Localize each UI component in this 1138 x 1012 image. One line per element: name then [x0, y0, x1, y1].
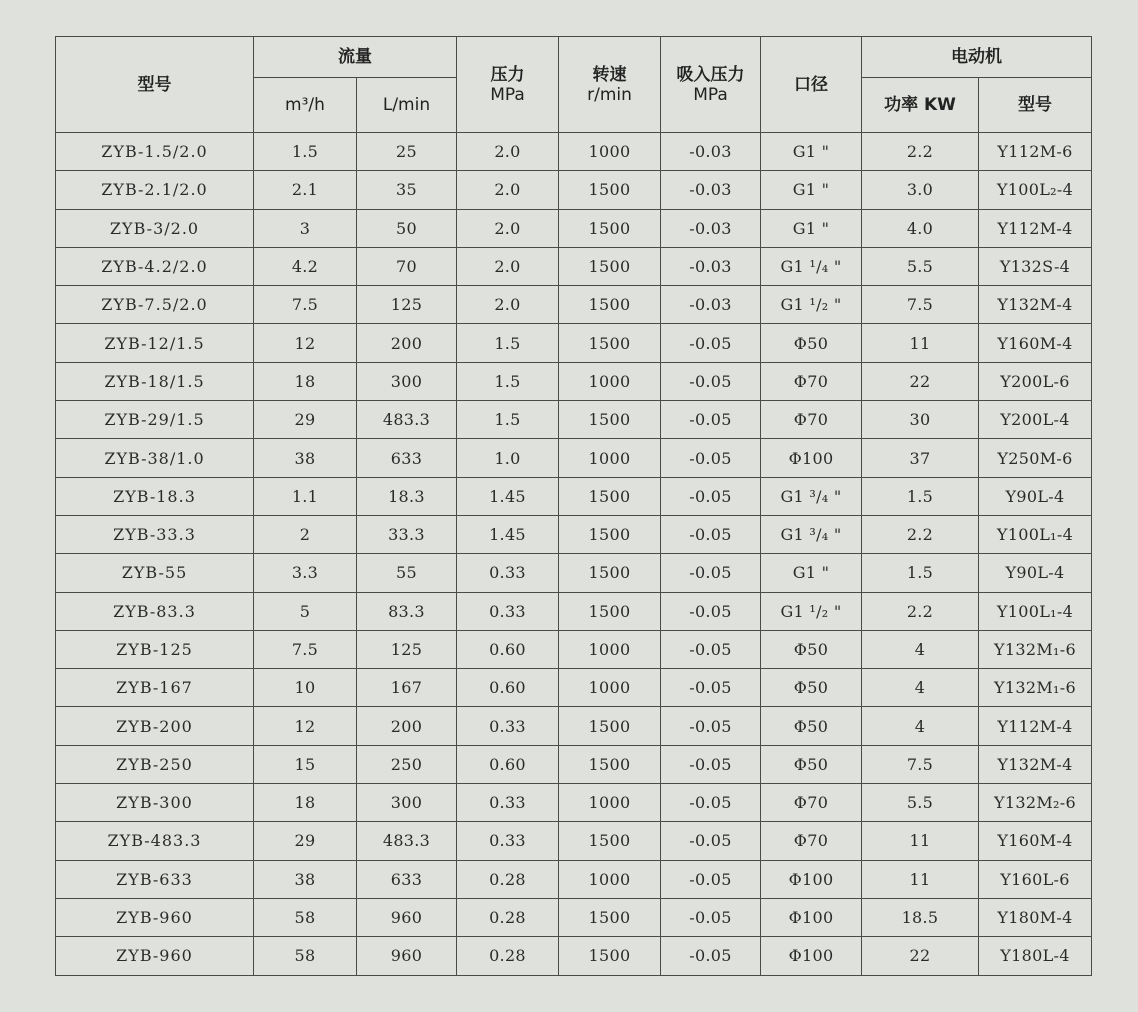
cell-pressure: 0.60 — [457, 669, 559, 707]
cell-flow-lmin: 633 — [357, 860, 457, 898]
header-pressure-label: 压力 — [490, 64, 525, 85]
cell-flow-m3h: 18 — [254, 362, 357, 400]
cell-model: ZYB-200 — [56, 707, 254, 745]
cell-diameter: Φ50 — [761, 745, 862, 783]
cell-speed: 1500 — [559, 707, 661, 745]
cell-power: 18.5 — [862, 898, 979, 936]
cell-diameter: G1 ¹/₄ " — [761, 247, 862, 285]
cell-flow-m3h: 7.5 — [254, 286, 357, 324]
cell-flow-m3h: 12 — [254, 707, 357, 745]
cell-model: ZYB-38/1.0 — [56, 439, 254, 477]
cell-speed: 1000 — [559, 439, 661, 477]
table-row — [56, 362, 1092, 400]
cell-model: ZYB-83.3 — [56, 592, 254, 630]
cell-suction: -0.05 — [661, 745, 761, 783]
cell-power: 37 — [862, 439, 979, 477]
cell-speed: 1500 — [559, 554, 661, 592]
cell-pressure: 1.5 — [457, 324, 559, 362]
cell-pressure: 0.33 — [457, 784, 559, 822]
cell-diameter: G1 ³/₄ " — [761, 477, 862, 515]
cell-motor-model: Y132S-4 — [979, 247, 1092, 285]
table-row — [56, 898, 1092, 936]
header-pressure-unit: MPa — [490, 84, 525, 105]
cell-speed: 1000 — [559, 860, 661, 898]
cell-pressure: 1.0 — [457, 439, 559, 477]
table-row — [56, 822, 1092, 860]
cell-suction: -0.05 — [661, 860, 761, 898]
cell-speed: 1500 — [559, 324, 661, 362]
table-row — [56, 477, 1092, 515]
cell-power: 3.0 — [862, 171, 979, 209]
cell-motor-model: Y132M-4 — [979, 745, 1092, 783]
cell-model: ZYB-960 — [56, 937, 254, 975]
cell-flow-m3h: 5 — [254, 592, 357, 630]
cell-model: ZYB-125 — [56, 630, 254, 668]
cell-suction: -0.03 — [661, 247, 761, 285]
cell-model: ZYB-18.3 — [56, 477, 254, 515]
cell-flow-lmin: 33.3 — [357, 515, 457, 553]
cell-diameter: G1 ³/₄ " — [761, 515, 862, 553]
cell-suction: -0.05 — [661, 937, 761, 975]
cell-pressure: 2.0 — [457, 209, 559, 247]
cell-pressure: 1.45 — [457, 515, 559, 553]
cell-power: 1.5 — [862, 477, 979, 515]
cell-diameter: Φ100 — [761, 937, 862, 975]
cell-model: ZYB-55 — [56, 554, 254, 592]
header-suction — [661, 37, 761, 133]
cell-power: 2.2 — [862, 592, 979, 630]
cell-power: 7.5 — [862, 286, 979, 324]
cell-motor-model: Y90L-4 — [979, 477, 1092, 515]
cell-suction: -0.05 — [661, 707, 761, 745]
cell-diameter: Φ70 — [761, 822, 862, 860]
table-row — [56, 669, 1092, 707]
header-power: 功率 KW — [862, 78, 979, 133]
cell-flow-m3h: 1.5 — [254, 133, 357, 171]
table-row — [56, 784, 1092, 822]
cell-flow-lmin: 300 — [357, 362, 457, 400]
cell-flow-lmin: 300 — [357, 784, 457, 822]
cell-diameter: Φ50 — [761, 324, 862, 362]
header-motor-model: 型号 — [979, 78, 1092, 133]
cell-diameter: Φ100 — [761, 439, 862, 477]
cell-diameter: Φ100 — [761, 860, 862, 898]
cell-motor-model: Y100L₁-4 — [979, 515, 1092, 553]
cell-model: ZYB-7.5/2.0 — [56, 286, 254, 324]
cell-flow-lmin: 55 — [357, 554, 457, 592]
cell-model: ZYB-33.3 — [56, 515, 254, 553]
cell-model: ZYB-3/2.0 — [56, 209, 254, 247]
cell-flow-lmin: 250 — [357, 745, 457, 783]
cell-model: ZYB-250 — [56, 745, 254, 783]
cell-motor-model: Y160L-6 — [979, 860, 1092, 898]
table-row — [56, 209, 1092, 247]
cell-power: 1.5 — [862, 554, 979, 592]
cell-model: ZYB-633 — [56, 860, 254, 898]
header-speed — [559, 37, 661, 133]
cell-motor-model: Y132M₁-6 — [979, 630, 1092, 668]
cell-flow-m3h: 58 — [254, 898, 357, 936]
cell-power: 11 — [862, 822, 979, 860]
table-row — [56, 630, 1092, 668]
header-diameter: 口径 — [761, 37, 862, 133]
cell-power: 4 — [862, 669, 979, 707]
cell-suction: -0.05 — [661, 784, 761, 822]
cell-diameter: Φ50 — [761, 669, 862, 707]
cell-speed: 1500 — [559, 937, 661, 975]
cell-suction: -0.05 — [661, 592, 761, 630]
cell-diameter: G1 ¹/₂ " — [761, 286, 862, 324]
cell-motor-model: Y132M₁-6 — [979, 669, 1092, 707]
table-body — [56, 133, 1092, 976]
cell-pressure: 1.45 — [457, 477, 559, 515]
cell-power: 2.2 — [862, 515, 979, 553]
cell-suction: -0.05 — [661, 362, 761, 400]
cell-speed: 1000 — [559, 669, 661, 707]
table-row — [56, 554, 1092, 592]
header-flow: 流量 — [254, 37, 457, 78]
cell-suction: -0.05 — [661, 324, 761, 362]
cell-pressure: 2.0 — [457, 171, 559, 209]
cell-pressure: 0.33 — [457, 554, 559, 592]
cell-power: 22 — [862, 362, 979, 400]
cell-flow-m3h: 29 — [254, 401, 357, 439]
table-row — [56, 324, 1092, 362]
cell-motor-model: Y100L₂-4 — [979, 171, 1092, 209]
cell-diameter: Φ70 — [761, 362, 862, 400]
table-row — [56, 133, 1092, 171]
cell-flow-m3h: 7.5 — [254, 630, 357, 668]
header-model: 型号 — [56, 37, 254, 133]
cell-pressure: 2.0 — [457, 286, 559, 324]
cell-motor-model: Y160M-4 — [979, 822, 1092, 860]
cell-suction: -0.03 — [661, 133, 761, 171]
cell-diameter: Φ50 — [761, 630, 862, 668]
cell-flow-m3h: 3 — [254, 209, 357, 247]
cell-speed: 1500 — [559, 592, 661, 630]
header-flow-lmin: L/min — [357, 78, 457, 133]
cell-model: ZYB-2.1/2.0 — [56, 171, 254, 209]
cell-speed: 1500 — [559, 477, 661, 515]
cell-suction: -0.03 — [661, 171, 761, 209]
cell-flow-lmin: 125 — [357, 286, 457, 324]
header-suction-label: 吸入压力 — [676, 64, 745, 85]
cell-flow-m3h: 15 — [254, 745, 357, 783]
cell-speed: 1500 — [559, 745, 661, 783]
cell-suction: -0.05 — [661, 439, 761, 477]
cell-diameter: Φ100 — [761, 898, 862, 936]
table-row — [56, 860, 1092, 898]
cell-motor-model: Y180L-4 — [979, 937, 1092, 975]
cell-flow-m3h: 4.2 — [254, 247, 357, 285]
cell-pressure: 1.5 — [457, 362, 559, 400]
cell-pressure: 0.28 — [457, 898, 559, 936]
table-row — [56, 592, 1092, 630]
cell-suction: -0.03 — [661, 209, 761, 247]
cell-flow-lmin: 200 — [357, 707, 457, 745]
cell-flow-m3h: 38 — [254, 439, 357, 477]
table-row — [56, 707, 1092, 745]
cell-flow-m3h: 2.1 — [254, 171, 357, 209]
cell-flow-lmin: 483.3 — [357, 822, 457, 860]
cell-flow-m3h: 3.3 — [254, 554, 357, 592]
cell-flow-lmin: 50 — [357, 209, 457, 247]
cell-speed: 1500 — [559, 209, 661, 247]
cell-diameter: G1 " — [761, 171, 862, 209]
table-row — [56, 745, 1092, 783]
cell-flow-lmin: 125 — [357, 630, 457, 668]
cell-power: 5.5 — [862, 784, 979, 822]
cell-flow-lmin: 200 — [357, 324, 457, 362]
pump-spec-table — [55, 36, 1092, 976]
cell-diameter: Φ70 — [761, 784, 862, 822]
cell-flow-lmin: 960 — [357, 937, 457, 975]
cell-power: 30 — [862, 401, 979, 439]
cell-power: 4.0 — [862, 209, 979, 247]
cell-diameter: Φ50 — [761, 707, 862, 745]
cell-motor-model: Y112M-6 — [979, 133, 1092, 171]
cell-diameter: G1 " — [761, 554, 862, 592]
cell-flow-lmin: 25 — [357, 133, 457, 171]
cell-speed: 1500 — [559, 822, 661, 860]
cell-speed: 1500 — [559, 401, 661, 439]
cell-power: 22 — [862, 937, 979, 975]
cell-diameter: G1 " — [761, 133, 862, 171]
cell-motor-model: Y132M₂-6 — [979, 784, 1092, 822]
cell-power: 2.2 — [862, 133, 979, 171]
cell-model: ZYB-300 — [56, 784, 254, 822]
cell-flow-lmin: 483.3 — [357, 401, 457, 439]
cell-flow-lmin: 83.3 — [357, 592, 457, 630]
cell-power: 7.5 — [862, 745, 979, 783]
cell-motor-model: Y200L-6 — [979, 362, 1092, 400]
cell-model: ZYB-18/1.5 — [56, 362, 254, 400]
cell-diameter: G1 " — [761, 209, 862, 247]
cell-flow-m3h: 2 — [254, 515, 357, 553]
cell-power: 5.5 — [862, 247, 979, 285]
cell-flow-lmin: 167 — [357, 669, 457, 707]
table-row — [56, 515, 1092, 553]
cell-suction: -0.05 — [661, 630, 761, 668]
cell-suction: -0.05 — [661, 822, 761, 860]
cell-pressure: 1.5 — [457, 401, 559, 439]
cell-flow-m3h: 10 — [254, 669, 357, 707]
cell-motor-model: Y180M-4 — [979, 898, 1092, 936]
table-row — [56, 401, 1092, 439]
cell-flow-m3h: 29 — [254, 822, 357, 860]
header-suction-unit: MPa — [693, 84, 728, 105]
header-speed-label: 转速 — [592, 64, 627, 85]
table-row — [56, 286, 1092, 324]
table-row — [56, 439, 1092, 477]
cell-motor-model: Y112M-4 — [979, 707, 1092, 745]
cell-flow-m3h: 12 — [254, 324, 357, 362]
header-speed-unit: r/min — [587, 84, 632, 105]
cell-speed: 1500 — [559, 286, 661, 324]
cell-flow-m3h: 58 — [254, 937, 357, 975]
cell-model: ZYB-167 — [56, 669, 254, 707]
cell-pressure: 0.60 — [457, 630, 559, 668]
cell-motor-model: Y160M-4 — [979, 324, 1092, 362]
cell-power: 11 — [862, 860, 979, 898]
cell-flow-m3h: 1.1 — [254, 477, 357, 515]
cell-flow-m3h: 18 — [254, 784, 357, 822]
header-motor: 电动机 — [862, 37, 1092, 78]
cell-model: ZYB-29/1.5 — [56, 401, 254, 439]
cell-motor-model: Y112M-4 — [979, 209, 1092, 247]
cell-suction: -0.03 — [661, 286, 761, 324]
table-row — [56, 937, 1092, 975]
cell-speed: 1500 — [559, 171, 661, 209]
table-row — [56, 171, 1092, 209]
cell-motor-model: Y90L-4 — [979, 554, 1092, 592]
header-flow-m3h: m³/h — [254, 78, 357, 133]
cell-diameter: G1 ¹/₂ " — [761, 592, 862, 630]
cell-model: ZYB-12/1.5 — [56, 324, 254, 362]
cell-speed: 1000 — [559, 133, 661, 171]
header-pressure — [457, 37, 559, 133]
cell-model: ZYB-483.3 — [56, 822, 254, 860]
table-header — [56, 37, 1092, 133]
cell-speed: 1000 — [559, 362, 661, 400]
cell-pressure: 0.28 — [457, 860, 559, 898]
cell-motor-model: Y100L₁-4 — [979, 592, 1092, 630]
cell-motor-model: Y132M-4 — [979, 286, 1092, 324]
cell-speed: 1000 — [559, 784, 661, 822]
cell-suction: -0.05 — [661, 554, 761, 592]
cell-flow-lmin: 960 — [357, 898, 457, 936]
cell-motor-model: Y250M-6 — [979, 439, 1092, 477]
cell-suction: -0.05 — [661, 515, 761, 553]
cell-speed: 1500 — [559, 898, 661, 936]
cell-motor-model: Y200L-4 — [979, 401, 1092, 439]
cell-pressure: 0.33 — [457, 592, 559, 630]
cell-model: ZYB-1.5/2.0 — [56, 133, 254, 171]
cell-suction: -0.05 — [661, 898, 761, 936]
cell-speed: 1000 — [559, 630, 661, 668]
cell-model: ZYB-960 — [56, 898, 254, 936]
cell-speed: 1500 — [559, 515, 661, 553]
cell-flow-m3h: 38 — [254, 860, 357, 898]
cell-power: 4 — [862, 707, 979, 745]
cell-flow-lmin: 633 — [357, 439, 457, 477]
cell-power: 11 — [862, 324, 979, 362]
cell-pressure: 0.33 — [457, 707, 559, 745]
cell-pressure: 0.60 — [457, 745, 559, 783]
cell-flow-lmin: 70 — [357, 247, 457, 285]
cell-diameter: Φ70 — [761, 401, 862, 439]
cell-power: 4 — [862, 630, 979, 668]
cell-flow-lmin: 35 — [357, 171, 457, 209]
cell-suction: -0.05 — [661, 669, 761, 707]
cell-model: ZYB-4.2/2.0 — [56, 247, 254, 285]
cell-pressure: 2.0 — [457, 247, 559, 285]
cell-suction: -0.05 — [661, 401, 761, 439]
cell-flow-lmin: 18.3 — [357, 477, 457, 515]
table-row — [56, 247, 1092, 285]
cell-pressure: 2.0 — [457, 133, 559, 171]
cell-pressure: 0.28 — [457, 937, 559, 975]
cell-speed: 1500 — [559, 247, 661, 285]
cell-pressure: 0.33 — [457, 822, 559, 860]
cell-suction: -0.05 — [661, 477, 761, 515]
